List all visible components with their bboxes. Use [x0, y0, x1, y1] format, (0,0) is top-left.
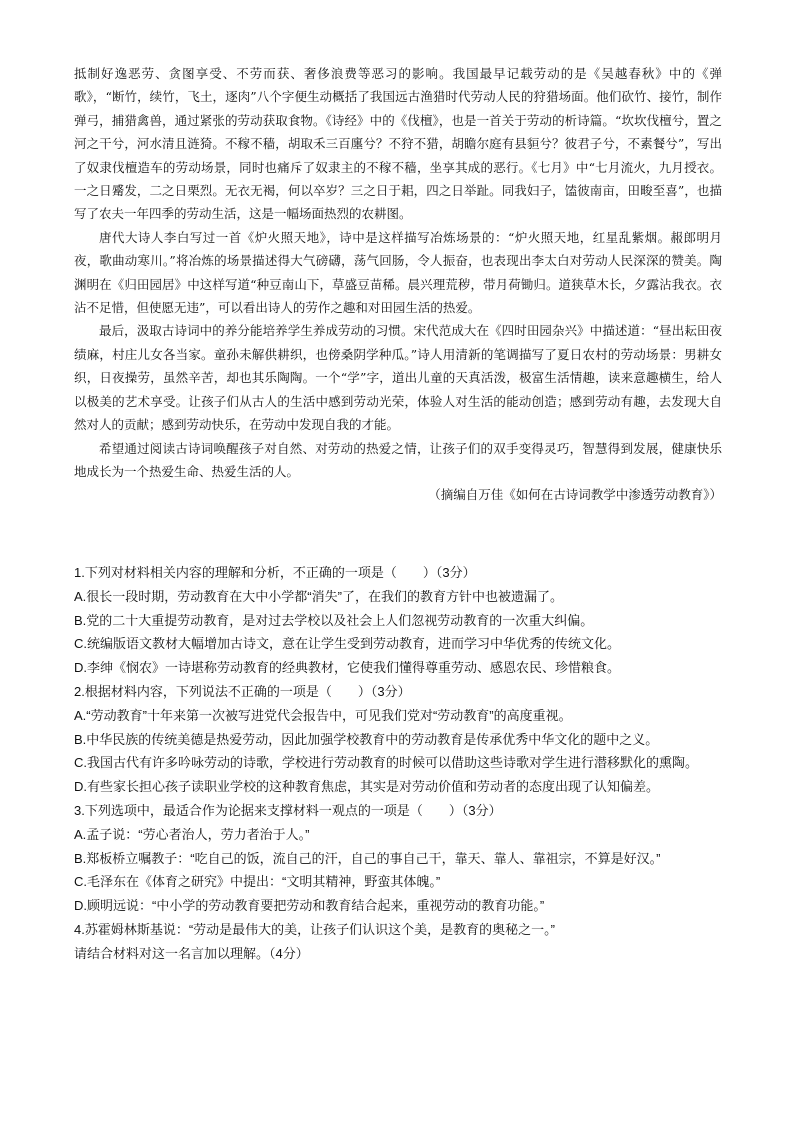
question-1-option-a: A.很长一段时期，劳动教育在大中小学都“消失”了，在我们的教育方针中也被遗漏了。	[74, 588, 563, 604]
question-2-option-c: C.我国古代有许多吟咏劳动的诗歌，学校进行劳动教育的时候可以借助这些诗歌对学生进行潜移默化的熏陶。	[74, 755, 699, 771]
question-4-task: 请结合材料对这一名言加以理解。（4分）	[74, 945, 309, 961]
question-2-stem: 2.根据材料内容，下列说法不正确的一项是（ ）（3分）	[74, 683, 411, 699]
question-2-option-d: D.有些家长担心孩子读职业学校的这种教育焦虑，其实是对劳动价值和劳动者的态度出现了认知偏差。	[74, 779, 660, 795]
passage-paragraph-3: 最后，汲取古诗词中的养分能培养学生养成劳动的习惯。宋代范成大在《四时田园杂兴》中描述道：“昼出耘田夜绩麻，村庄儿女各当家。童孙未解供耕织，也傍桑阴学种瓜。”诗人用清新的笔调描写了夏日农村的劳动场景：男耕女织，日夜操劳，虽然辛苦，却也其乐陶陶。一个“学”字，道出儿童的天真活泼，极富生活情趣，读来意趣横生，给人以极美的艺术享受。让孩子们从古人的生活中感到劳动光荣，体验人对生活的能动创造；感到劳动有趣，去发现大自然对人的贡献；感到劳动快乐，在劳动中发现自我的才能。	[74, 323, 722, 433]
question-3-stem: 3.下列选项中，最适合作为论据来支撑材料一观点的一项是（ ）（3分）	[74, 802, 502, 818]
question-4-stem: 4.苏霍姆林斯基说：“劳动是最伟大的美，让孩子们认识这个美，是教育的奥秘之一。”	[74, 921, 556, 937]
question-2-option-b: B.中华民族的传统美德是热爱劳动，因此加强学校教育中的劳动教育是传承优秀中华文化的题中之义。	[74, 731, 659, 747]
question-1-option-d: D.李绅《悯农》一诗堪称劳动教育的经典教材，它使我们懂得尊重劳动、感恩农民、珍惜粮食。	[74, 660, 621, 676]
passage-paragraph-1: 抵制好逸恶劳、贪图享受、不劳而获、奢侈浪费等恶习的影响。我国最早记载劳动的是《吴越春秋》中的《弹歌》，“断竹，续竹，飞土，逐肉”八个字便生动概括了我国远古渔猎时代劳动人民的狩猎场面。他们砍竹、接竹，制作弹弓，捕猎禽兽，通过紧张的劳动获取食物。《诗经》中的《伐檀》，也是一首关于劳动的析诗篇。“坎坎伐檀兮，置之河之干兮，河水清且涟猗。不稼不穑，胡取禾三百廛兮？不狩不猎，胡瞻尔庭有县貆兮？彼君子兮，不素餐兮”，写出了奴隶伐檀造车的劳动场景，同时也痛斥了奴隶主的不稼不穑，坐享其成的恶行。《七月》中“七月流火，九月授衣。一之日觱发，二之日栗烈。无衣无褐，何以卒岁？三之日于耜，四之日举趾。同我妇子，馌彼南亩，田畯至喜”，也描写了农夫一年四季的劳动生活，这是一幅场面热烈的农耕图。	[74, 66, 722, 222]
passage-source: （摘编自万佳《如何在古诗词教学中渗透劳动教育》）	[428, 487, 722, 503]
question-1-option-b: B.党的二十大重提劳动教育，是对过去学校以及社会上人们忽视劳动教育的一次重大纠偏。	[74, 612, 594, 628]
question-1-option-c: C.统编版语文教材大幅增加古诗文，意在让学生受到劳动教育，进而学习中华优秀的传统文化。	[74, 636, 621, 652]
question-3-option-b: B.郑板桥立嘱教子：“吃自己的饭，流自己的汗，自己的事自己干，靠天、靠人、靠祖宗，不算是好汉。”	[74, 850, 661, 866]
reading-passage	[74, 62, 722, 507]
question-3-option-d: D.顾明远说：“中小学的劳动教育要把劳动和教育结合起来，重视劳动的教育功能。”	[74, 898, 545, 914]
question-3-option-c: C.毛泽东在《体育之研究》中提出：“文明其精神，野蛮其体魄。”	[74, 874, 441, 890]
passage-paragraph-2: 唐代大诗人李白写过一首《炉火照天地》，诗中是这样描写冶炼场景的：“炉火照天地，红星乱紫烟。赧郎明月夜，歌曲动寒川。”将冶炼的场景描述得大气磅礴，荡气回肠，令人振奋，也表现出李太白对劳动人民深深的赞美。陶渊明在《归田园居》中这样写道“种豆南山下，草盛豆苗稀。晨兴理荒秽，带月荷锄归。道狭草木长，夕露沾我衣。衣沾不足惜，但使愿无违”，可以看出诗人的劳作之趣和对田园生活的热爱。	[74, 229, 722, 316]
question-section	[74, 561, 724, 966]
question-2-option-a: A.“劳动教育”十年来第一次被写进党代会报告中，可见我们党对“劳动教育”的高度重视。	[74, 707, 572, 723]
passage-paragraph-4: 希望通过阅读古诗词唤醒孩子对自然、对劳动的热爱之情，让孩子们的双手变得灵巧，智慧得到发展，健康快乐地成长为一个热爱生命、热爱生活的人。	[74, 440, 722, 479]
question-3-option-a: A.孟子说：“劳心者治人，劳力者治于人。”	[74, 826, 310, 842]
question-1-stem: 1.下列对材料相关内容的理解和分析，不正确的一项是（ ）（3分）	[74, 565, 476, 580]
